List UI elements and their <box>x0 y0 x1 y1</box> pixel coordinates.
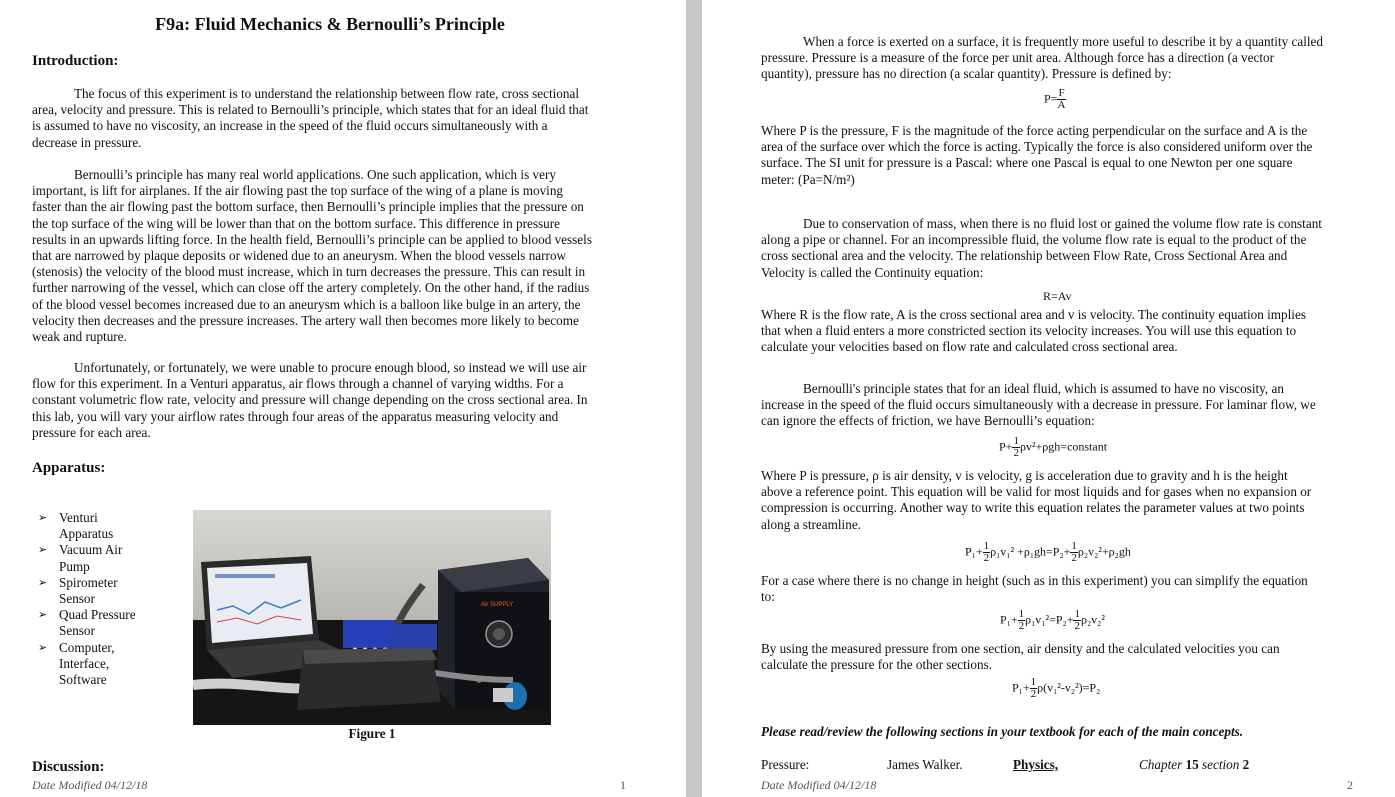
reference-topic: Pressure: <box>761 757 810 772</box>
text-line: the top surface of the wing will be lower than that on the bottom surface. This difference in pressure <box>32 215 560 231</box>
apparatus-item <box>32 510 149 542</box>
apparatus-item <box>32 575 149 607</box>
footer-date: Date Modified 04/12/18 <box>761 778 877 792</box>
bullet-arrow-icon: ➢ <box>38 641 48 654</box>
quad-pressure-sensor <box>343 620 395 648</box>
apparatus-item-text: Apparatus <box>59 526 114 542</box>
text-line: above a reference point. This equation will be valid for most liquids and for gases when no expansion or <box>761 484 1312 500</box>
text-line: further narrowing of the vessel, which can close off the artery completely. On the other hand, if the radius <box>32 280 590 296</box>
text-line: is assumed to have no viscosity, an increase in the speed of the fluid occurs simultaneously with a <box>32 118 548 134</box>
text-line: (stenosis) the velocity of the blood must increase, which in turn decreases the pressure. This can result in <box>32 264 586 280</box>
intro-paragraph-3 <box>32 360 632 441</box>
document-page-1 <box>0 0 686 797</box>
text-line: of the blood vessel becomes increased due to an aneurysm which is a balloon like bulge in an artery, the <box>32 296 581 312</box>
text-line: flow for this experiment. In a Venturi apparatus, air flows through a channel of varying widths. For a <box>32 376 564 392</box>
apparatus-item-text: Software <box>59 672 107 688</box>
textbook-review-notice: Please read/review the following sections in your textbook for each of the main concepts. <box>761 724 1244 739</box>
text-line: Where P is the pressure, F is the magnitude of the force acting perpendicular on the surface and A is the <box>761 123 1308 138</box>
apparatus-item <box>32 542 149 574</box>
bernoulli-intro-paragraph <box>761 381 1361 430</box>
two-point-bernoulli-equation: P₁+ $\frac{1}{2}$ ρ₁v₁² +ρ₁gh=P₂+ $\frac{1}{2}$ ρ₂v₂²+ρ₂gh <box>965 540 1131 564</box>
simplified-bernoulli-equation: P₁+ $\frac{1}{2}$ ρ₁v₁²=P₂+ $\frac{1}{2}$ ρ₂v₂² <box>1000 608 1105 632</box>
text-line: along a streamline. <box>761 516 861 532</box>
apparatus-heading: Apparatus: <box>32 460 106 476</box>
simplification-paragraph <box>761 573 1361 605</box>
bullet-arrow-icon: ➢ <box>38 609 48 622</box>
text-line: that when a fluid enters a more constricted section its velocity increases. You will use this equation to <box>761 323 1297 339</box>
apparatus-item-text: Sensor <box>59 591 95 607</box>
pressure-equation: P= $\frac{F}{A}$ <box>1044 87 1066 111</box>
apparatus-item-text: Interface, <box>59 655 110 671</box>
text-line: faster than the air flowing past the bottom surface, then Bernoulli’s principle implies that the pressure on <box>32 199 584 215</box>
text-line: calculate the pressure for the other sections. <box>761 657 993 673</box>
text-line: For a case where there is no change in height (such as in this experiment) you can simplify the equation <box>761 573 1308 588</box>
discussion-heading: Discussion: <box>32 759 105 775</box>
text-line: area of the surface over which the force is acting. Typically the force is also considered uniform over the <box>761 139 1313 155</box>
text-line: decrease in pressure. <box>32 134 142 150</box>
text-line: Due to conservation of mass, when there is no fluid lost or gained the volume flow rate is constant <box>803 216 1322 231</box>
continuity-intro-paragraph <box>761 216 1361 281</box>
page-gap <box>686 0 702 797</box>
apparatus-photo-illustration <box>193 510 551 725</box>
text-line: When a force is exerted on a surface, it is frequently more useful to describe it by a quantity called <box>803 34 1323 49</box>
text-line: The focus of this experiment is to understand the relationship between flow rate, cross sectional <box>74 86 580 101</box>
text-line: important, is lift for airplanes. If the air flowing past the top surface of the wing of a plane is moving <box>32 183 564 199</box>
page-number: 2 <box>1347 778 1353 792</box>
pressure-explanation-paragraph <box>761 123 1361 188</box>
document-page-2 <box>702 0 1395 797</box>
bernoulli-equation: P+ $\frac{1}{2}$ ρv²+ρgh=constant <box>999 435 1108 459</box>
apparatus-item-text: Pump <box>59 558 90 574</box>
continuity-explanation-paragraph <box>761 307 1361 356</box>
text-line: surface. The SI unit for pressure is a Pascal: where one Pascal is equal to one Newton per one square <box>761 155 1293 171</box>
apparatus-item-text: Sensor <box>59 623 95 639</box>
page-number: 1 <box>620 778 626 792</box>
text-line: Unfortunately, or fortunately, we were unable to procure enough blood, so instead we will use air <box>74 360 587 375</box>
apparatus-item <box>32 607 149 639</box>
continuity-equation: R=Av <box>1043 289 1072 303</box>
text-line: Bernoulli’s principle has many real world applications. One such application, which is very <box>74 167 556 182</box>
reference-author: James Walker. <box>887 757 963 772</box>
text-line: this lab, you will vary your airflow rates through four areas of the apparatus measuring velocity and <box>32 408 559 424</box>
apparatus-list <box>32 510 149 688</box>
bullet-arrow-icon: ➢ <box>38 512 48 524</box>
text-line: calculate your velocities based on flow rate and calculated cross sectional area. <box>761 339 1178 355</box>
final-pressure-equation: P₁+ $\frac{1}{2}$ ρ(v₁²-v₂²)=P₂ <box>1012 676 1101 700</box>
text-line: along a pipe or channel. For an incompressible fluid, the volume flow rate is equal to the product of the <box>761 232 1307 248</box>
apparatus-item-text: Venturi <box>59 510 98 525</box>
text-line: increase in the speed of the fluid occurs simultaneously with a decrease in pressure. For laminar flow, we <box>761 397 1316 413</box>
text-line: pressure for each area. <box>32 424 151 440</box>
bullet-arrow-icon: ➢ <box>38 544 48 557</box>
apparatus-item-text: Computer, <box>59 639 115 655</box>
reference-book: Physics, <box>1013 757 1059 772</box>
text-line: Where P is pressure, ρ is air density, v is velocity, g is acceleration due to gravity and h is the height <box>761 468 1288 483</box>
page-title: F9a: Fluid Mechanics & Bernoulli’s Principle <box>155 14 505 34</box>
bullet-arrow-icon: ➢ <box>38 576 48 589</box>
pressure-calculation-paragraph <box>761 641 1361 673</box>
text-line: to: <box>761 589 775 605</box>
text-line: velocity then decreases and the pressure increases. The artery wall then becomes more likely to become <box>32 312 579 328</box>
svg-text:Air SUPPLY: Air SUPPLY <box>481 602 514 608</box>
text-line: weak and rupture. <box>32 329 127 345</box>
text-line: results in an upwards lifting force. In the health field, Bernoulli’s principle can be applied to blood vessels <box>32 231 592 247</box>
apparatus-item-text: Spirometer <box>59 574 118 590</box>
reference-chapter: Chapter 15 section 2 <box>1139 757 1250 772</box>
apparatus-item <box>32 640 149 689</box>
text-line: compression is occurring. Another way to write this equation relates the parameter values at two points <box>761 500 1305 516</box>
apparatus-item-text: Vacuum Air <box>59 542 123 558</box>
figure-caption: Figure 1 <box>348 726 396 741</box>
text-line: meter: (Pa=N/m²) <box>761 171 855 187</box>
text-line: that are narrowed by plaque deposits or widened due to an aneurysm. When the blood vessels narrow <box>32 248 567 264</box>
footer-date: Date Modified 04/12/18 <box>32 778 148 792</box>
text-line: pressure. Pressure is a measure of the force per unit area. Although force has a direction (a vector <box>761 50 1275 66</box>
pressure-definition-paragraph <box>761 34 1361 83</box>
text-line: quantity), pressure has no direction (a scalar quantity). Pressure is defined by: <box>761 66 1172 82</box>
bernoulli-explanation-paragraph <box>761 468 1361 533</box>
text-line: cross sectional area and the velocity. The relationship between Flow Rate, Cross Sectional Area and <box>761 248 1288 264</box>
intro-paragraph-1 <box>32 86 632 151</box>
apparatus-item-text: Quad Pressure <box>59 607 136 623</box>
text-line: Where R is the flow rate, A is the cross sectional area and v is velocity. The continuity equation implies <box>761 307 1306 322</box>
intro-paragraph-2 <box>32 167 632 345</box>
text-line: constant volumetric flow rate, velocity and pressure will change depending on the cross sectional area. In <box>32 392 588 408</box>
text-line: By using the measured pressure from one section, air density and the calculated velocities you can <box>761 641 1280 656</box>
text-line: can ignore the effects of friction, we have Bernoulli’s equation: <box>761 413 1095 429</box>
apparatus-photo <box>193 510 551 725</box>
text-line: Bernoulli's principle states that for an ideal fluid, which is assumed to have no viscosity, an <box>803 381 1284 396</box>
text-line: Velocity is called the Continuity equation: <box>761 264 984 280</box>
introduction-heading: Introduction: <box>32 53 119 69</box>
text-line: area, velocity and pressure. This is related to Bernoulli’s principle, which states that for an ideal fluid that <box>32 102 589 118</box>
